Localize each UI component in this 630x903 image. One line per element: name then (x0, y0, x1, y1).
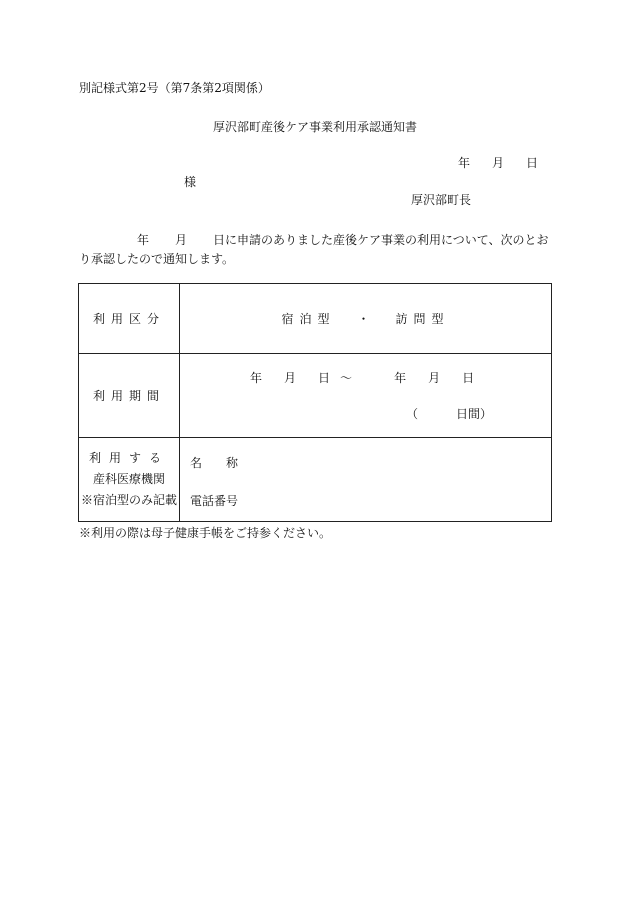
usage-type-value-cell (180, 284, 552, 354)
usage-type-row (79, 284, 552, 354)
issue-date-month: 月 (492, 156, 505, 170)
usage-period-row (79, 354, 552, 438)
usage-type-options (180, 310, 551, 327)
option-visit: 訪問型 (395, 312, 450, 326)
document-title: 厚沢部町産後ケア事業利用承認通知書 (212, 120, 417, 134)
option-separator: ・ (357, 312, 374, 326)
usage-type-label: 利用区分 (92, 312, 165, 326)
to-year: 年 (394, 371, 407, 385)
body-text: 日に申請のありました産後ケア事業の利用について、次のとおり承認したので通知します。 (79, 233, 549, 266)
from-year: 年 (250, 371, 263, 385)
facility-value-cell (180, 438, 552, 522)
footnote: ※利用の際は母子健康手帳をご持参ください。 (79, 526, 332, 540)
option-overnight: 宿泊型 (281, 312, 336, 326)
form-reference: 別記様式第2号（第7条第2項関係） (79, 81, 270, 95)
facility-row (79, 438, 552, 522)
issue-date-year: 年 (458, 156, 471, 170)
body-month: 月 (175, 233, 188, 247)
from-day: 日 (318, 371, 331, 385)
period-days (406, 408, 492, 420)
facility-phone-label: 電話番号 (190, 494, 239, 508)
issue-date (458, 157, 538, 169)
from-month: 月 (284, 371, 297, 385)
period-tilde: ～ (340, 371, 353, 385)
issuer-name: 厚沢部町長 (411, 193, 472, 207)
issue-date-day: 日 (526, 156, 539, 170)
to-month: 月 (428, 371, 441, 385)
days-count-label: 日間） (456, 407, 493, 421)
notification-body (79, 231, 553, 269)
days-open-paren: （ (406, 407, 419, 421)
facility-name-label: 名 称 (190, 456, 239, 470)
facility-label-line1: 利用する (88, 451, 169, 465)
approval-table (78, 283, 552, 522)
addressee-honorific: 様 (184, 175, 197, 189)
to-day: 日 (462, 371, 475, 385)
usage-type-label-cell (79, 284, 180, 354)
facility-label-line2: 産科医療機関 (92, 472, 165, 486)
facility-label-cell (79, 438, 180, 522)
usage-period-label-cell (79, 354, 180, 438)
usage-period-label: 利用期間 (92, 389, 165, 403)
period-range (250, 372, 474, 384)
usage-period-value-cell (180, 354, 552, 438)
facility-label-line3: ※宿泊型のみ記載 (80, 493, 177, 507)
body-year: 年 (137, 233, 150, 247)
